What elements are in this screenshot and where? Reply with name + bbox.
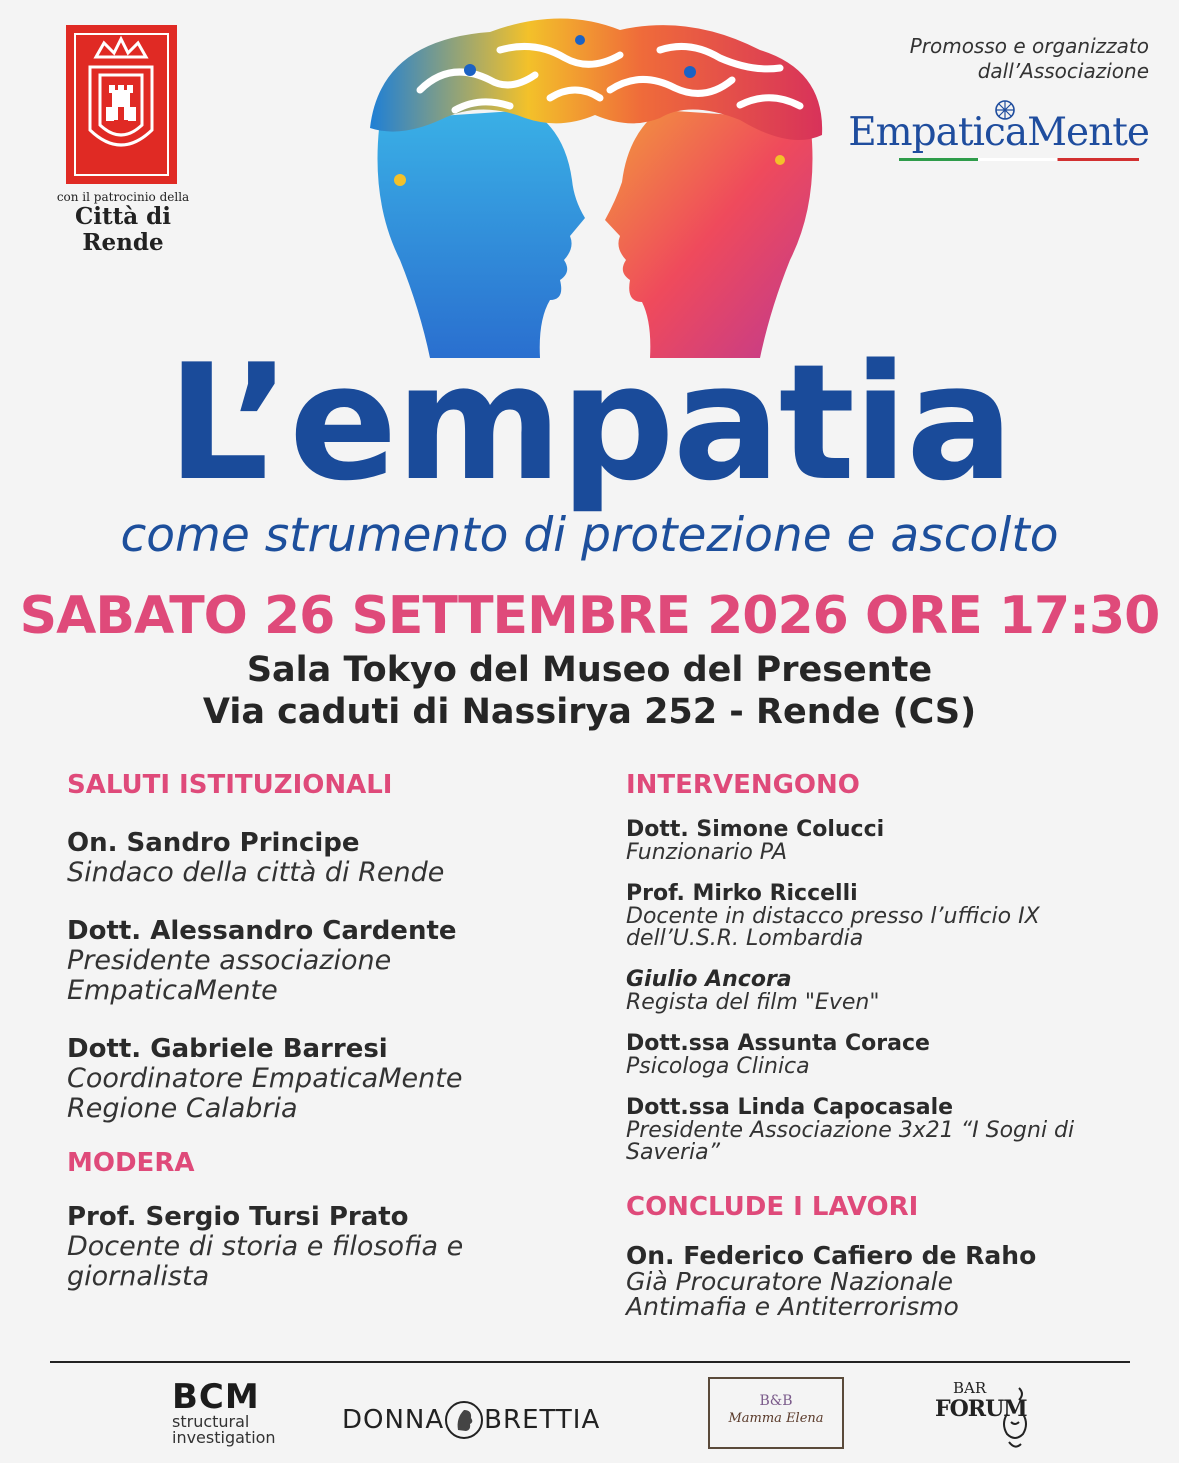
speaker-role: Psicologa Clinica xyxy=(626,1054,810,1079)
speaker-block xyxy=(626,1032,1146,1078)
speaker-role: Docente di storia e filosofia e xyxy=(67,1231,464,1262)
speaker-role: Sindaco della città di Rende xyxy=(67,857,445,888)
sponsor-bb-logo xyxy=(708,1377,844,1449)
speaker-name: On. Federico Cafiero de Raho xyxy=(626,1241,1037,1270)
brand-logo-text: EmpaticaMente xyxy=(848,110,1149,155)
speaker-role: Antimafia e Antiterrorismo xyxy=(626,1292,959,1321)
speaker-role: EmpaticaMente xyxy=(67,975,278,1006)
speaker-block xyxy=(67,828,587,888)
speaker-role: Docente in distacco presso l’ufficio IX xyxy=(626,904,1040,929)
speaker-role: Presidente associazione xyxy=(67,945,392,976)
sponsor-barforum-logo xyxy=(935,1380,1035,1458)
program-right-column xyxy=(626,770,1146,1319)
speaker-name: Dott. Alessandro Cardente xyxy=(67,916,457,946)
promo-line-1: Promosso e organizzato xyxy=(909,34,1149,58)
brand-tricolor-rule xyxy=(899,158,1139,161)
donna-text: DONNA xyxy=(342,1405,445,1435)
promoter-text xyxy=(829,34,1149,84)
speaker-block xyxy=(67,1034,587,1124)
event-subtitle: come strumento di protezione e ascolto xyxy=(120,508,1059,563)
speaker-block xyxy=(626,882,1146,950)
speaker-role: Regione Calabria xyxy=(67,1093,298,1124)
event-date-time: SABATO 26 SETTEMBRE 2026 ORE 17:30 xyxy=(19,586,1160,646)
speaker-role: Presidente Associazione 3x21 “I Sogni di xyxy=(626,1118,1075,1143)
section-title-modera: MODERA xyxy=(67,1148,195,1178)
footer-divider xyxy=(50,1361,1130,1363)
sponsor-bcm-logo xyxy=(172,1377,276,1447)
brettia-text: BRETTIA xyxy=(484,1405,601,1435)
castle-crest-icon xyxy=(76,35,167,174)
speaker-role: Saveria” xyxy=(626,1140,721,1165)
speaker-role: dell’U.S.R. Lombardia xyxy=(626,926,864,951)
speaker-name: Dott.ssa Linda Capocasale xyxy=(626,1095,954,1120)
section-title-conclude: CONCLUDE I LAVORI xyxy=(626,1192,919,1222)
speaker-role: Funzionario PA xyxy=(626,840,788,865)
event-title: L’empatia xyxy=(167,329,1012,516)
speaker-name: Prof. Mirko Riccelli xyxy=(626,881,858,906)
patronage-small: con il patrocinio della xyxy=(56,190,190,204)
program-left-column xyxy=(67,770,587,1292)
coffee-cup-icon xyxy=(997,1384,1031,1454)
promo-line-2: dall’Associazione xyxy=(977,59,1149,83)
speaker-block xyxy=(626,968,1146,1014)
bcm-line1: structural xyxy=(172,1412,250,1431)
speaker-name: Giulio Ancora xyxy=(626,967,792,992)
venue-name: Sala Tokyo del Museo del Presente xyxy=(246,650,933,690)
speaker-block xyxy=(626,818,1146,864)
speaker-block xyxy=(67,916,587,1006)
speaker-name: Dott.ssa Assunta Corace xyxy=(626,1031,930,1056)
section-title-intervengono: INTERVENGONO xyxy=(626,770,860,800)
sponsor-donnabrettia-logo xyxy=(342,1400,600,1440)
venue-address: Via caduti di Nassirya 252 - Rende (CS) xyxy=(202,692,977,732)
speaker-role: giornalista xyxy=(67,1261,210,1292)
speaker-name: Dott. Gabriele Barresi xyxy=(67,1034,388,1064)
speaker-block xyxy=(626,1242,1146,1319)
speaker-block xyxy=(626,1096,1146,1164)
speaker-name: Dott. Simone Colucci xyxy=(626,817,885,842)
patronage-text xyxy=(40,190,206,256)
section-title-saluti: SALUTI ISTITUZIONALI xyxy=(67,770,393,800)
speaker-role: Già Procuratore Nazionale xyxy=(626,1267,954,1296)
bcm-mark: BCM xyxy=(172,1377,260,1417)
speaker-role: Regista del film "Even" xyxy=(626,990,880,1015)
speaker-block xyxy=(67,1202,587,1292)
speaker-name: Prof. Sergio Tursi Prato xyxy=(67,1202,409,1232)
speaker-name: On. Sandro Principe xyxy=(67,828,360,858)
speaker-role: Coordinatore EmpaticaMente xyxy=(67,1063,463,1094)
city-crest-logo xyxy=(66,25,177,184)
bar-line1: BAR xyxy=(953,1379,987,1397)
bcm-line2: investigation xyxy=(172,1428,276,1447)
empathy-heads-illustration xyxy=(360,10,830,358)
patronage-city: Città di Rende xyxy=(74,203,172,256)
bb-line1: B&B xyxy=(759,1393,793,1409)
bb-line2: Mamma Elena xyxy=(728,1411,824,1426)
profile-medallion-icon xyxy=(444,1400,484,1440)
bar-line2: FORUM xyxy=(935,1396,1027,1422)
